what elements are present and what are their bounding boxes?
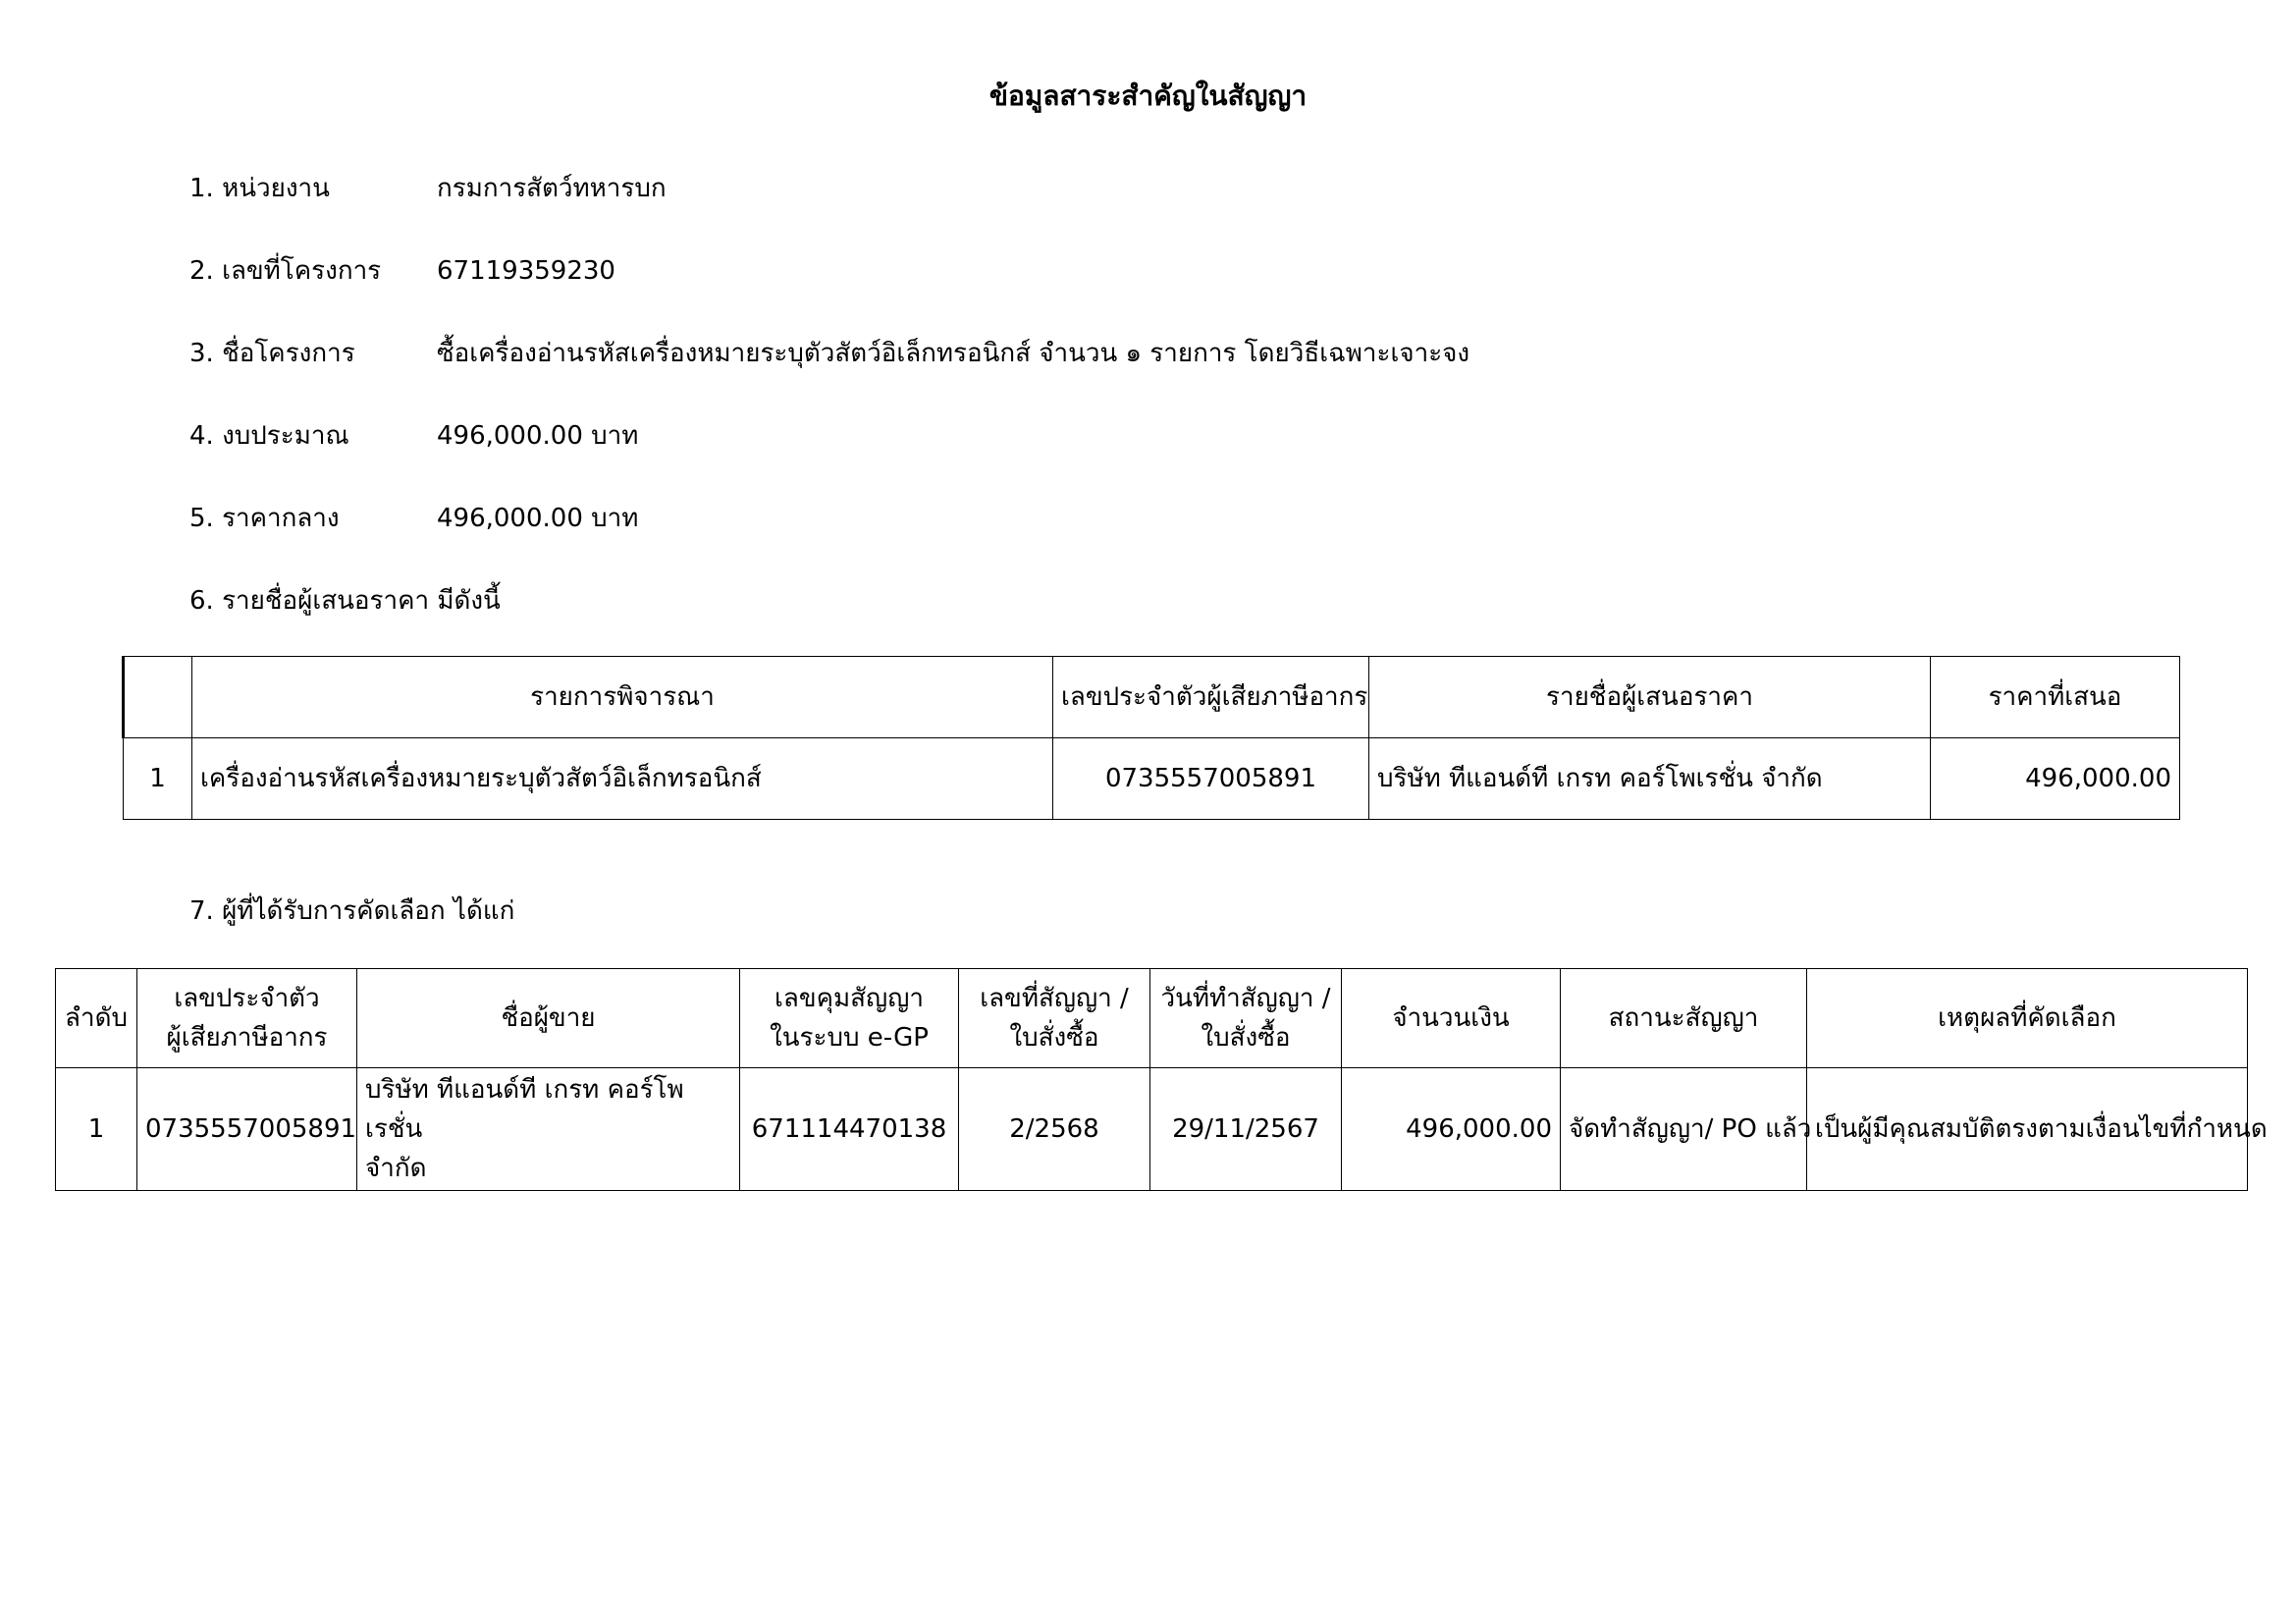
- field-value: ซื้อเครื่องอ่านรหัสเครื่องหมายระบุตัวสัตว์อิเล็กทรอนิกส์ จำนวน ๑ รายการ โดยวิธีเฉพาะเจาะจง: [437, 339, 1470, 368]
- contract-number: 2/2568: [959, 1068, 1150, 1191]
- winners-table: [55, 968, 2268, 1191]
- section-6-heading: 6. รายชื่อผู้เสนอราคา มีดังนี้: [189, 586, 501, 616]
- field-value: กรมการสัตว์ทหารบก: [437, 174, 667, 203]
- column-header: เลขประจำตัวผู้เสียภาษีอากร: [1053, 657, 1369, 738]
- amount: 496,000.00: [1342, 1068, 1561, 1191]
- table-row: [124, 738, 2180, 820]
- row-number: 1: [124, 738, 192, 820]
- field-label: 2. เลขที่โครงการ: [189, 256, 382, 286]
- offered-price: 496,000.00: [1931, 738, 2180, 820]
- selection-reason: เป็นผู้มีคุณสมบัติตรงตามเงื่อนไขที่กำหนด: [1807, 1068, 2248, 1191]
- column-header-order: ลำดับ: [56, 969, 137, 1068]
- field-value: 67119359230: [437, 256, 615, 286]
- field-value: 496,000.00 บาท: [437, 504, 639, 533]
- column-header-seller: ชื่อผู้ขาย: [357, 969, 740, 1068]
- tax-id: 0735557005891: [137, 1068, 357, 1191]
- contract-status: จัดทำสัญญา/ PO แล้ว: [1561, 1068, 1807, 1191]
- bidder-name: บริษัท ทีแอนด์ที เกรท คอร์โพเรชั่น จำกัด: [1369, 738, 1931, 820]
- column-header: ราคาที่เสนอ: [1931, 657, 2180, 738]
- column-header: รายชื่อผู้เสนอราคา: [1369, 657, 1931, 738]
- tax-id: 0735557005891: [1053, 738, 1369, 820]
- column-header-tax-id: เลขประจำตัว ผู้เสียภาษีอากร: [137, 969, 357, 1068]
- contract-date: 29/11/2567: [1150, 1068, 1342, 1191]
- column-header-status: สถานะสัญญา: [1561, 969, 1807, 1068]
- column-header: [124, 657, 192, 738]
- column-header-contract-date: วันที่ทำสัญญา / ใบสั่งซื้อ: [1150, 969, 1342, 1068]
- table-header-row: [56, 969, 2248, 1068]
- bidders-table: [122, 656, 2180, 820]
- column-header-egp-number: เลขคุมสัญญา ในระบบ e-GP: [740, 969, 959, 1068]
- field-label: 3. ชื่อโครงการ: [189, 339, 355, 368]
- table-row: [56, 1068, 2248, 1191]
- seller-name: บริษัท ทีแอนด์ที เกรท คอร์โพเรชั่น จำกัด: [357, 1068, 740, 1191]
- field-label: 1. หน่วยงาน: [189, 174, 330, 203]
- column-header-contract-number: เลขที่สัญญา / ใบสั่งซื้อ: [959, 969, 1150, 1068]
- section-7-heading: 7. ผู้ที่ได้รับการคัดเลือก ได้แก่: [189, 896, 515, 926]
- column-header-amount: จำนวนเงิน: [1342, 969, 1561, 1068]
- row-number: 1: [56, 1068, 137, 1191]
- egp-number: 671114470138: [740, 1068, 959, 1191]
- column-header: รายการพิจารณา: [192, 657, 1053, 738]
- field-label: 5. ราคากลาง: [189, 504, 340, 533]
- item-description: เครื่องอ่านรหัสเครื่องหมายระบุตัวสัตว์อิเล็กทรอนิกส์: [192, 738, 1053, 820]
- field-label: 4. งบประมาณ: [189, 421, 349, 451]
- page-title: ข้อมูลสาระสำคัญในสัญญา: [988, 80, 1308, 112]
- column-header-reason: เหตุผลที่คัดเลือก: [1807, 969, 2248, 1068]
- field-value: 496,000.00 บาท: [437, 421, 639, 451]
- table-header-row: [124, 657, 2180, 738]
